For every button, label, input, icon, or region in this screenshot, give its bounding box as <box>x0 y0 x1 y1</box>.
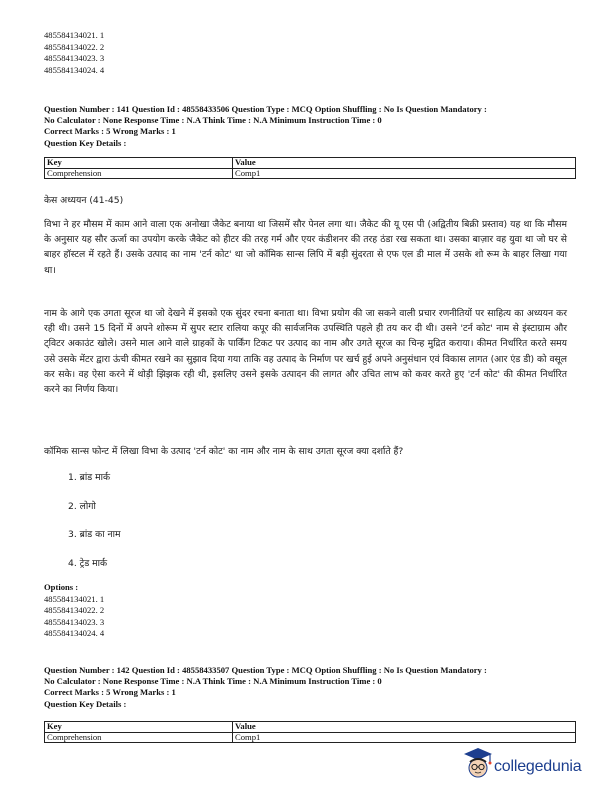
option-line: 485584134021. 1 <box>44 593 105 604</box>
answer-choices <box>68 471 120 585</box>
collegedunia-logo <box>460 744 610 784</box>
option-line: 485584134024. 4 <box>44 64 105 75</box>
previous-options-list <box>44 30 104 76</box>
option-line: 485584134021. 1 <box>44 30 105 40</box>
value-cell: Comp1 <box>233 168 576 179</box>
option-line: 485584134022. 2 <box>44 605 105 616</box>
question-meta-line1: Question Number : 142 Question Id : 48558433507 Question Type : MCQ Option Shuffling : No Is Question Mandatory : <box>44 665 487 675</box>
question-marks: Correct Marks : 5 Wrong Marks : 1 <box>44 687 176 698</box>
question-meta-line2: No Calculator : None Response Time : N.A Think Time : N.A Minimum Instruction Time : 0 <box>44 676 382 687</box>
question-marks: Correct Marks : 5 Wrong Marks : 1 <box>44 126 176 137</box>
key-table-row <box>45 732 576 743</box>
key-header-cell: Key <box>45 158 233 169</box>
option-line: 485584134024. 4 <box>44 628 105 639</box>
question-142-header <box>44 665 574 710</box>
question-key-details-label: Question Key Details : <box>44 137 127 148</box>
mascot-icon <box>460 744 494 784</box>
case-study-paragraph-1: विभा ने हर मौसम में काम आने वाला एक अनोखा जैकेट बनाया था जिसमें सौर पेनल लगा था। जैकेट की यू एस पी (अद्वितीय बिक्री प्रस्ताव) यह था कि मौसम के अनुसार यह सौर ऊर्जा का उपयोग करके जैकेट को हीटर की तरह गर्म और एयर कंडीशनर की तरह ठंडा रख सकता था। उसका बाज़ार वह युवा था जो घर से बाहर हॉस्टल में रहते हैं। उसके उत्पाद का नाम 'टर्न कोट' था जो कॉमिक सान्स लिपि में बड़ी सुंदरता से एफ एल डी माल में उसके शो रूम के बाहर लिखा गया था। <box>44 219 567 276</box>
choice-item: 2. लोगो <box>68 500 96 512</box>
case-study-paragraph-2: नाम के आगे एक उगता सूरज था जो देखने में इसको एक सुंदर रचना बनाता था। विभा प्रयोग की जा सकने वाली प्रचार रणनीतियों पर साहित्य का अध्ययन कर रही थी। उसने 15 दिनों में अपने शोरूम में सुपर स्टार रालिया कपूर की सार्वजनिक उपस्थिति पहले ही तय कर दी थी। उसने 'टर्न कोट' नाम से इंस्टाग्राम और ट्विटर अकाउंट खोले। उसने माल आने वाले ग्राहकों के पार्किंग टिकट पर उत्पाद का नाम और उगते सूरज का चिन्ह मुद्रित कराया। कीमत निर्धारित करते समय उसे उसके मेंटर द्वारा ऊंची कीमत रखने का सुझाव दिया गया ताकि वह उत्पाद के निर्माण पर खर्च हुई अपने अनुसंधान एवं विकास लागत (आर एंड डी) को वसूल कर सके। वह ऐसा करने में थोड़ी झिझक रही थी, इसलिए उसने इसके उत्पादन की लागत और उचित लाभ को कवर करते हुए 'टर्न कोट' की कीमत निर्धारित करने का निर्णय किया। <box>44 308 567 396</box>
question-142-key-table <box>44 721 576 743</box>
options-label: Options : <box>44 582 79 592</box>
option-line: 485584134023. 3 <box>44 616 105 627</box>
question-141-key-table <box>44 157 576 179</box>
value-header-cell: Value <box>233 158 576 169</box>
case-study-title: केस अध्ययन (41-45) <box>44 195 124 206</box>
question-meta-line2: No Calculator : None Response Time : N.A Think Time : N.A Minimum Instruction Time : 0 <box>44 115 382 126</box>
brand-name: collegedunia <box>494 758 582 775</box>
question-141-header <box>44 104 574 149</box>
value-cell: Comp1 <box>233 732 576 743</box>
question-meta-line1: Question Number : 141 Question Id : 48558433506 Question Type : MCQ Option Shuffling : No Is Question Mandatory : <box>44 104 487 114</box>
option-line: 485584134022. 2 <box>44 41 105 52</box>
key-cell: Comprehension <box>45 732 233 743</box>
key-table-header-row <box>45 722 576 733</box>
question-key-details-label: Question Key Details : <box>44 698 127 709</box>
key-cell: Comprehension <box>45 168 233 179</box>
options-list <box>44 582 104 640</box>
choice-item: 4. ट्रेड मार्क <box>68 557 108 569</box>
key-header-cell: Key <box>45 722 233 733</box>
choice-item: 3. ब्रांड का नाम <box>68 529 121 540</box>
question-text: कॉमिक सान्स फोन्ट में लिखा विभा के उत्पाद 'टर्न कोट' का नाम और नाम के साथ उगता सूरज क्या दर्शाते हैं? <box>44 446 404 457</box>
key-table-header-row <box>45 158 576 169</box>
choice-item: 1. ब्रांड मार्क <box>68 472 111 483</box>
key-table-row <box>45 168 576 179</box>
value-header-cell: Value <box>233 722 576 733</box>
option-line: 485584134023. 3 <box>44 53 105 64</box>
